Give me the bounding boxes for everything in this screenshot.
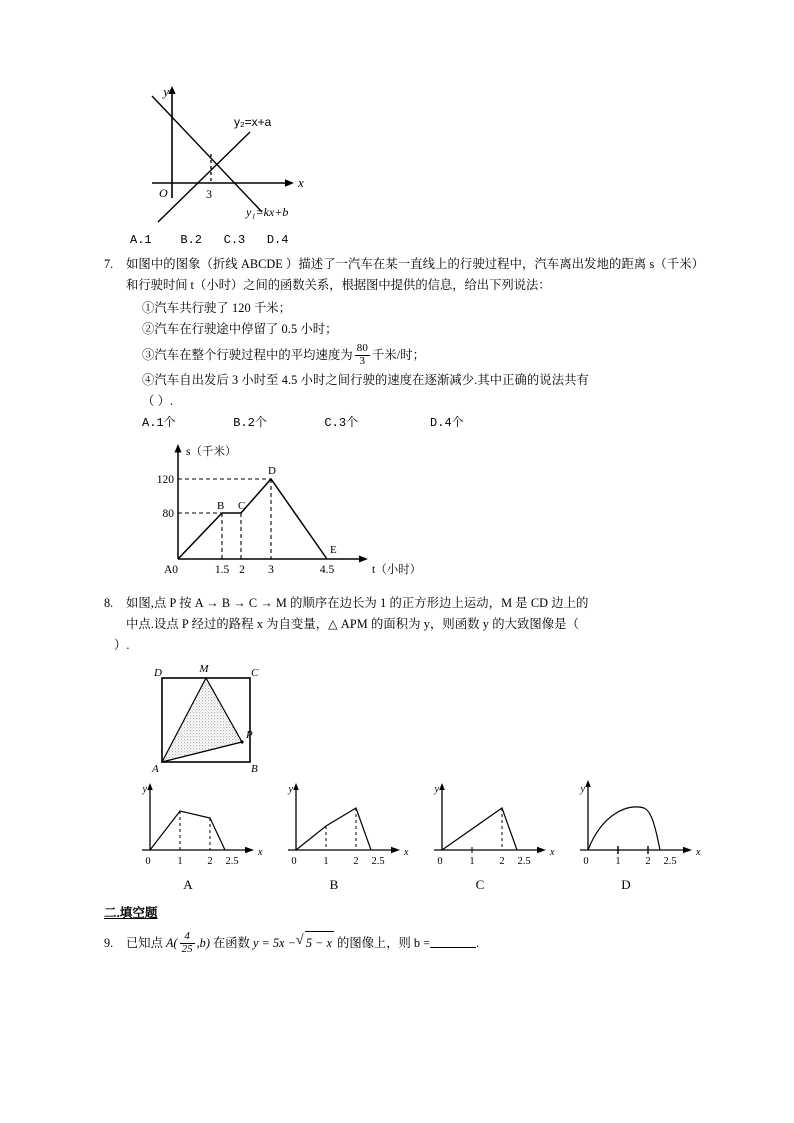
question-8 (104, 593, 704, 656)
q8-stem-line-2: 中点.设点 P 经过的路程 x 为自变量，△ APM 的面积为 y，则函数 y 的大致图像是（ (126, 617, 579, 631)
optionD-y-arrow (585, 780, 591, 787)
option-A-svg (128, 780, 274, 872)
optionC-tick-2point5: 2.5 (517, 856, 531, 867)
option-D-svg (566, 780, 712, 872)
optionA-curve (150, 811, 225, 850)
point-label-C: C (238, 500, 246, 512)
section-2-heading: 二.填空题 (104, 906, 158, 920)
option-graph-A[interactable] (128, 780, 274, 893)
optionD-tick-2: 2 (645, 856, 651, 867)
q9-post: 的图像上，则 b = (337, 936, 431, 950)
xtick-3: 3 (268, 564, 274, 576)
q9-function-lhs: y = 5x − (252, 936, 296, 950)
option-D-label: D (621, 877, 631, 892)
optionC-y-arrow (439, 783, 445, 790)
point-label-E: E (330, 544, 337, 556)
q9-mid: 在函数 (213, 936, 250, 950)
figure-distance-time-chart (138, 437, 704, 587)
option-graph-D[interactable] (566, 780, 712, 893)
chart-y-arrow (175, 444, 182, 453)
optionD-curve (588, 807, 660, 850)
optionA-y-arrow (147, 783, 153, 790)
optionB-tick-2: 2 (353, 856, 359, 867)
q9-radicand: 5 − x (305, 931, 334, 954)
point-P-marker (240, 740, 243, 743)
option-graph-C[interactable] (420, 780, 566, 893)
optionA-tick-2: 2 (207, 856, 213, 867)
optionC-xlabel: x (550, 847, 555, 858)
q8-number: 8. (104, 596, 114, 610)
option-C-label: C (475, 877, 485, 892)
q7-number: 7. (104, 257, 114, 271)
q9-point-open: A( (165, 936, 178, 950)
square-root-icon (296, 931, 334, 954)
origin-label-A0: A0 (164, 564, 179, 576)
optionD-tick-0: 0 (583, 856, 589, 867)
q8-option-graphs (128, 780, 704, 893)
optionD-xlabel: x (696, 847, 701, 858)
polyline-ABCDE (178, 479, 327, 559)
ytick-120: 120 (156, 474, 174, 486)
optionD-tick-1: 1 (615, 856, 621, 867)
q9-statement (126, 931, 704, 956)
optionC-tick-1: 1 (469, 856, 475, 867)
two-lines-svg (134, 78, 404, 230)
optionB-x-arrow (391, 847, 400, 854)
optionA-xlabel: x (258, 847, 263, 858)
fraction-80-over-3 (355, 343, 370, 367)
square-label-C: C (251, 667, 259, 679)
xtick-1point5: 1.5 (214, 564, 230, 576)
square-label-P: P (246, 729, 253, 741)
chart-ylabel: s（千米） (186, 446, 237, 458)
q9-fraction-denominator: 25 (181, 942, 193, 955)
q7-item-1: ①汽车共行驶了 120 千米； (142, 301, 292, 315)
optionB-xlabel: x (404, 847, 409, 858)
option-graph-B[interactable] (274, 780, 420, 893)
q8-stem-line-1: 如图,点 P 按 A → B → C → M 的顺序在边长为 1 的正方形边上运动，M 是 CD 边上的 (126, 596, 589, 610)
figure-square-with-triangle (136, 658, 704, 776)
q7-item3-post: 千米/时； (371, 348, 426, 362)
option-B-svg (274, 780, 420, 872)
xtick-4point5: 4.5 (319, 564, 335, 576)
q7-choices[interactable]: A.1个 B.2个 C.3个 D.4个 (142, 416, 464, 430)
y-axis-label: y (163, 84, 169, 99)
q7-item3-pre: ③汽车在整个行驶过程中的平均速度为 (142, 348, 353, 362)
optionA-tick-1: 1 (177, 856, 183, 867)
q9-answer-blank[interactable] (430, 936, 476, 948)
x-axis-arrow (285, 179, 294, 186)
worksheet-content (104, 78, 704, 956)
q7-item-3 (142, 340, 704, 370)
question-9 (104, 931, 704, 956)
optionB-y-arrow (293, 783, 299, 790)
optionD-x-arrow (683, 847, 692, 854)
q9-point-rest: ,b) (196, 936, 210, 950)
fraction-numerator: 80 (356, 342, 368, 355)
square-label-A: A (152, 763, 159, 775)
optionC-tick-2: 2 (499, 856, 505, 867)
fraction-4-over-25 (180, 931, 195, 955)
x-axis-label: x (298, 175, 304, 190)
optionA-tick-2point5: 2.5 (225, 856, 239, 867)
figure-two-lines (134, 78, 704, 230)
optionC-ylabel: y (434, 784, 439, 795)
q9-pre: 已知点 (126, 936, 163, 950)
origin-label: O (159, 186, 168, 200)
optionB-curve (296, 808, 371, 850)
optionA-x-arrow (245, 847, 254, 854)
point-label-B: B (217, 500, 225, 512)
question-7 (104, 254, 704, 433)
q9-end: . (476, 936, 480, 950)
q7-item-4: ④汽车自出发后 3 小时至 4.5 小时之间行驶的速度在逐渐减少.其中正确的说法共有 (142, 373, 589, 387)
point-label-D: D (268, 465, 276, 477)
tick-label-3: 3 (206, 187, 212, 201)
xtick-2: 2 (239, 564, 245, 576)
optionC-tick-0: 0 (437, 856, 443, 867)
optionB-tick-1: 1 (323, 856, 329, 867)
optionC-x-arrow (537, 847, 546, 854)
distance-time-svg (138, 437, 438, 587)
optionB-ylabel: y (288, 784, 293, 795)
q7-item-2: ②汽车在行驶途中停留了 0.5 小时； (142, 322, 338, 336)
optionD-ylabel: y (580, 784, 585, 795)
q7-stem: 如图中的图象（折线 ABCDE ）描述了一汽车在某一直线上的行驶过程中，汽车离出发地的距离 s（千米）和行驶时间 t（小时）之间的函数关系，根据图中提供的信息，给出下列说法： (126, 257, 704, 292)
fraction-denominator: 3 (355, 355, 370, 368)
q8-stem-line-3: ）. (114, 638, 130, 652)
ytick-80: 80 (162, 508, 174, 520)
q9-fraction-numerator: 4 (184, 930, 190, 943)
square-label-B: B (251, 763, 258, 775)
option-A-label: A (183, 877, 193, 892)
q9-number: 9. (104, 936, 114, 951)
triangle-APM (162, 678, 242, 762)
line1-equation-label: y₁=kx+b (246, 205, 289, 219)
chart-x-arrow (359, 556, 368, 563)
optionB-tick-0: 0 (291, 856, 297, 867)
q6-choices[interactable]: A.1 B.2 C.3 D.4 (130, 233, 289, 247)
square-label-M: M (199, 663, 209, 675)
y-axis-arrow (168, 86, 175, 94)
optionA-tick-0: 0 (145, 856, 151, 867)
optionC-curve (442, 808, 517, 850)
line2-equation-label: y₂=x+a (234, 115, 272, 129)
square-triangle-svg (136, 658, 306, 776)
optionB-tick-2point5: 2.5 (371, 856, 385, 867)
chart-xlabel: t（小时） (372, 564, 422, 576)
q7-item-4-paren[interactable]: （ ）. (142, 394, 174, 408)
option-C-svg (420, 780, 566, 872)
optionD-tick-2point5: 2.5 (663, 856, 677, 867)
option-B-label: B (329, 877, 339, 892)
square-label-D: D (154, 667, 162, 679)
optionA-ylabel: y (142, 784, 147, 795)
